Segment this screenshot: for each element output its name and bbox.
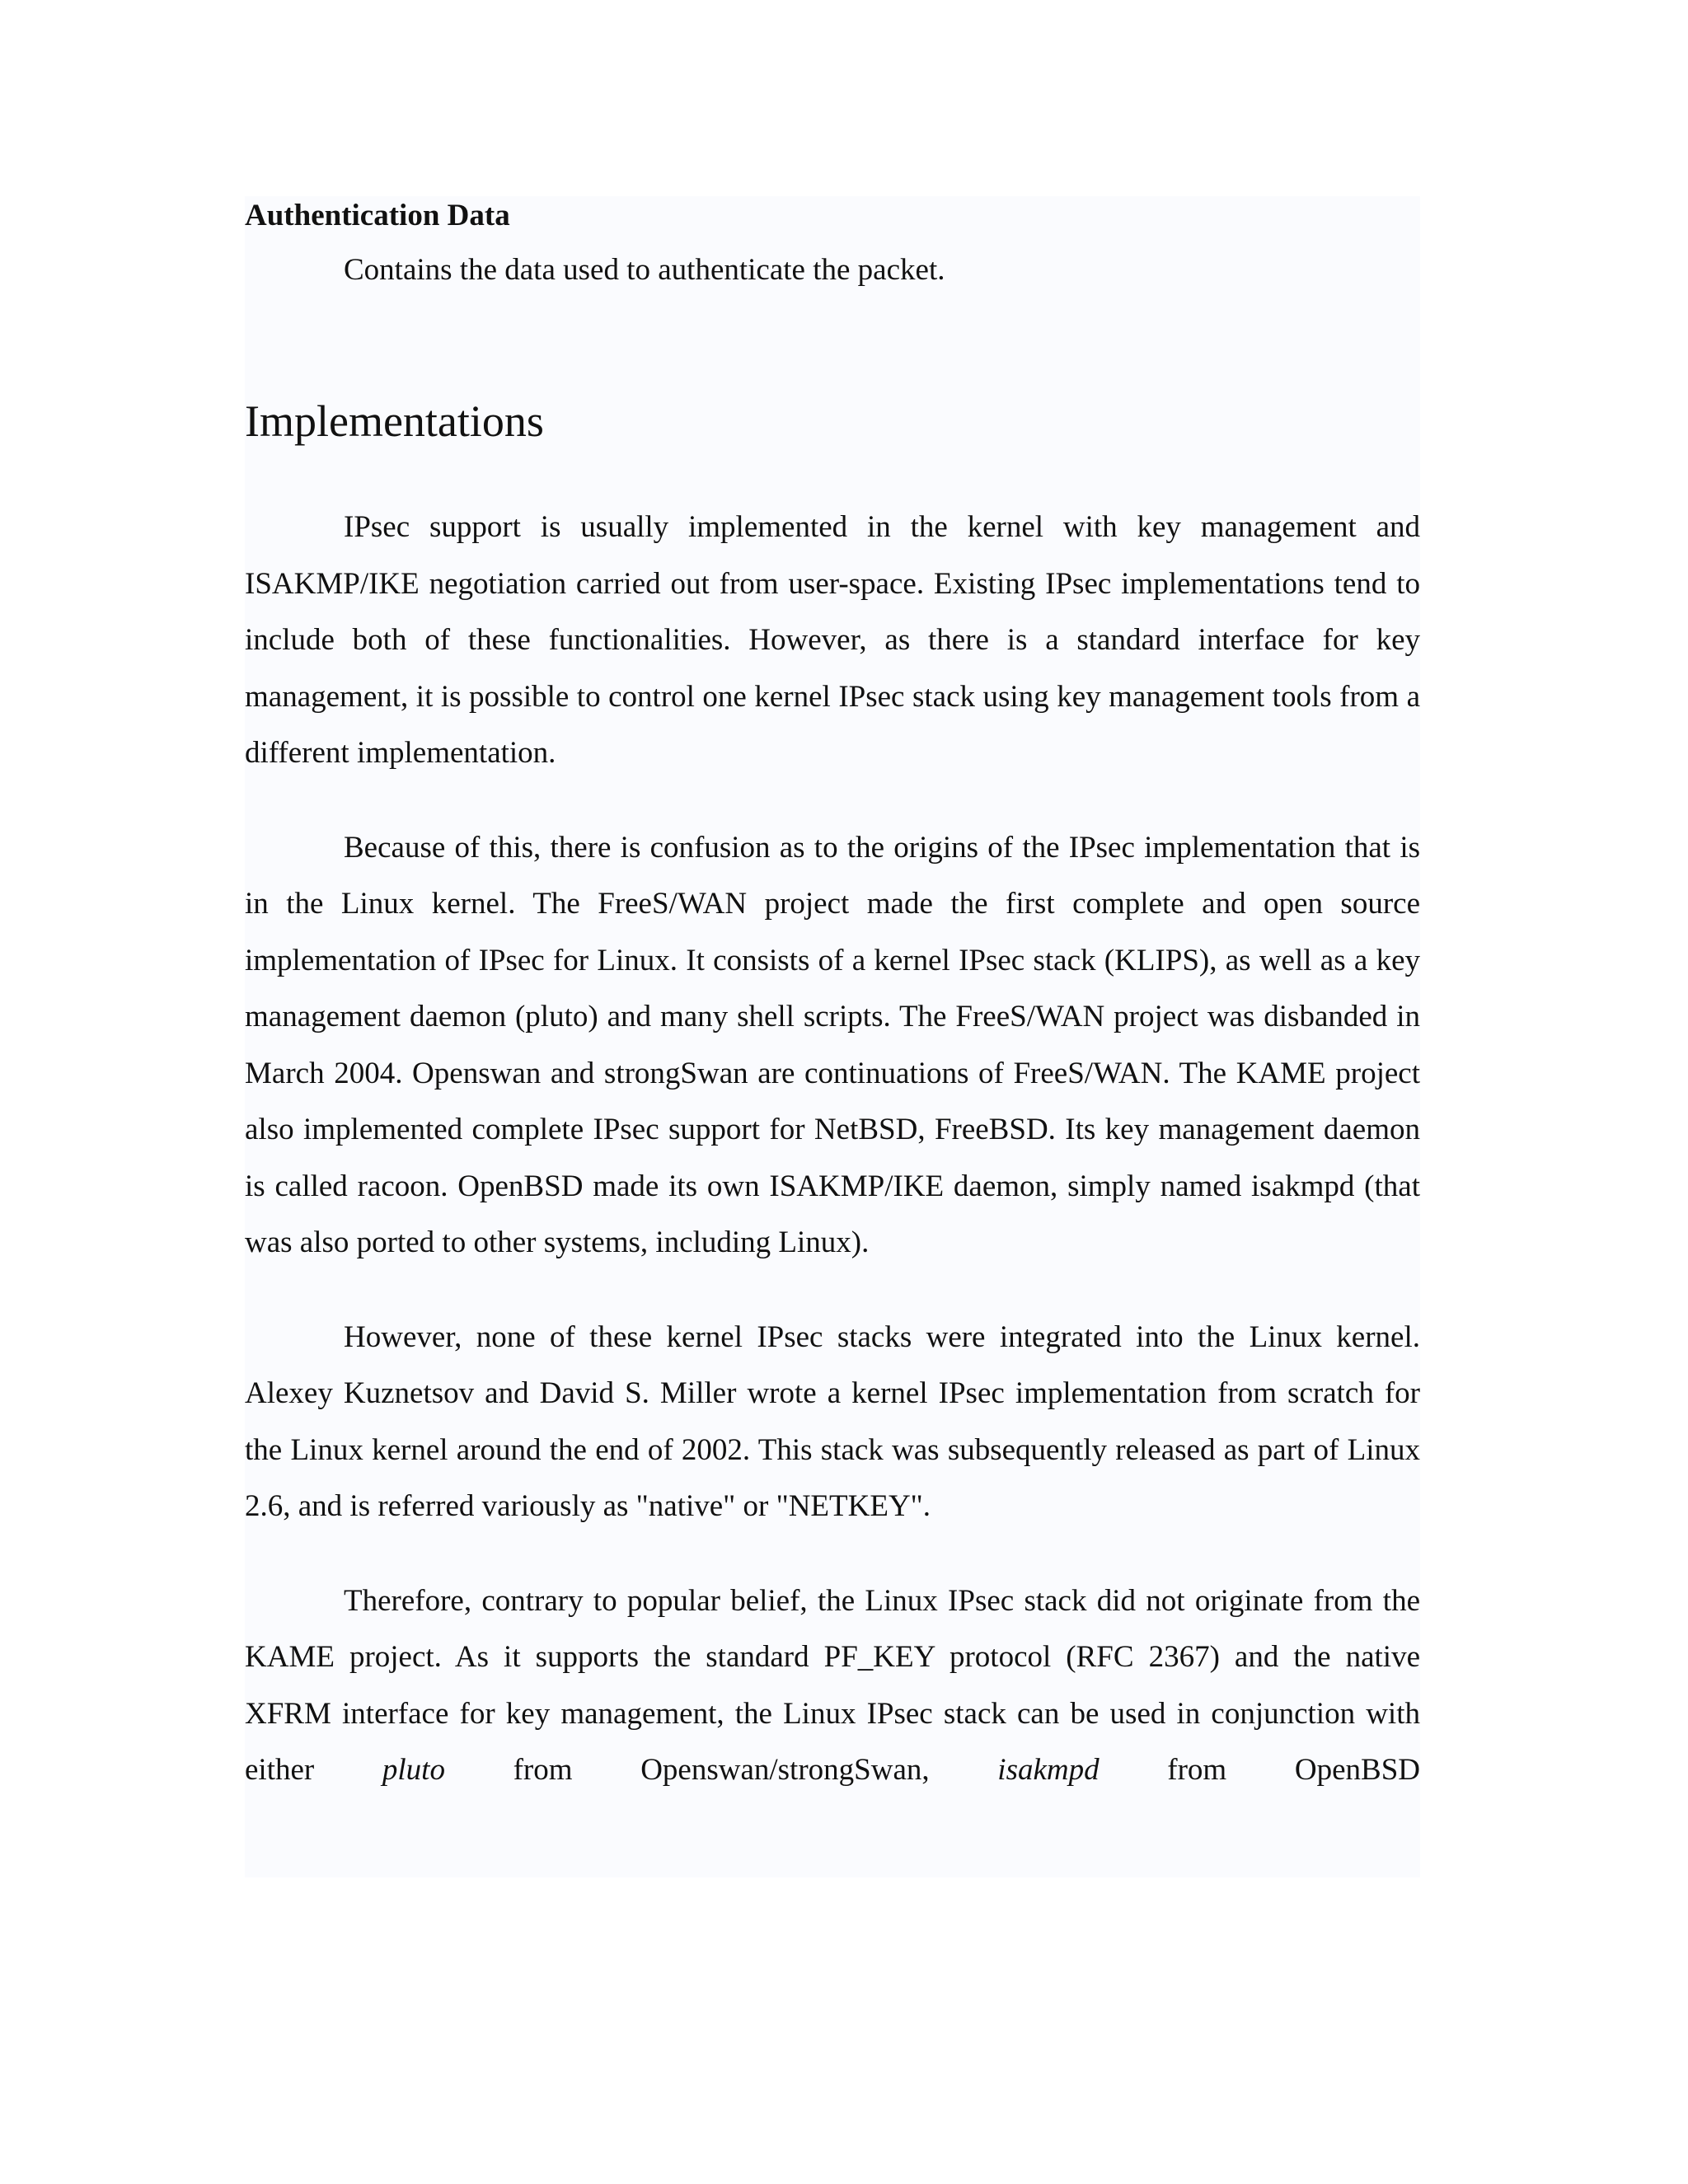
- definition-term: Authentication Data: [245, 199, 510, 232]
- paragraph-4-text-a: Therefore, contrary to popular belief, the Linux IPsec stack did not originate from the KAME project. As it supports the standard PF_KEY protocol (RFC 2367) and the native XFRM interface for key management, the Linux IPsec stack can be used in conjunction with either: [245, 1583, 1420, 1787]
- section-heading: Implementations: [245, 396, 544, 446]
- paragraph-1: IPsec support is usually implemented in the kernel with key management and ISAKMP/IKE negotiation carried out from user-space. Existing IPsec implementations tend to include both of these functionalities. However, as there is a standard interface for key management, it is possible to control one kernel IPsec stack using key management tools from a different implementation.: [245, 510, 1420, 770]
- paragraph-4: [245, 1573, 1420, 1799]
- pluto-emphasis: pluto: [382, 1753, 445, 1787]
- isakmpd-emphasis: isakmpd: [997, 1753, 1100, 1787]
- paragraph-3: However, none of these kernel IPsec stacks were integrated into the Linux kernel. Alexey Kuznetsov and David S. Miller wrote a kernel IPsec implementation from scratch for the Linux kernel around the end of 2002. This stack was subsequently released as part of Linux 2.6, and is referred variously as "native" or "NETKEY".: [245, 1319, 1420, 1523]
- paragraph-4-text-c: from OpenBSD: [1099, 1753, 1420, 1787]
- paragraph-4-text-b: from Openswan/strongSwan,: [444, 1753, 998, 1787]
- definition-description: Contains the data used to authenticate the packet.: [344, 253, 945, 287]
- paragraph-2: Because of this, there is confusion as to the origins of the IPsec implementation that is in the Linux kernel. The FreeS/WAN project made the first complete and open source implementation of IPsec for Linux. It consists of a kernel IPsec stack (KLIPS), as well as a key management daemon (pluto) and many shell scripts. The FreeS/WAN project was disbanded in March 2004. Openswan and strongSwan are continuations of FreeS/WAN. The KAME project also implemented complete IPsec support for NetBSD, FreeBSD. Its key management daemon is called racoon. OpenBSD made its own ISAKMP/IKE daemon, simply named isakmpd (that was also ported to other systems, including Linux).: [245, 830, 1420, 1259]
- document-body: [245, 198, 1420, 1799]
